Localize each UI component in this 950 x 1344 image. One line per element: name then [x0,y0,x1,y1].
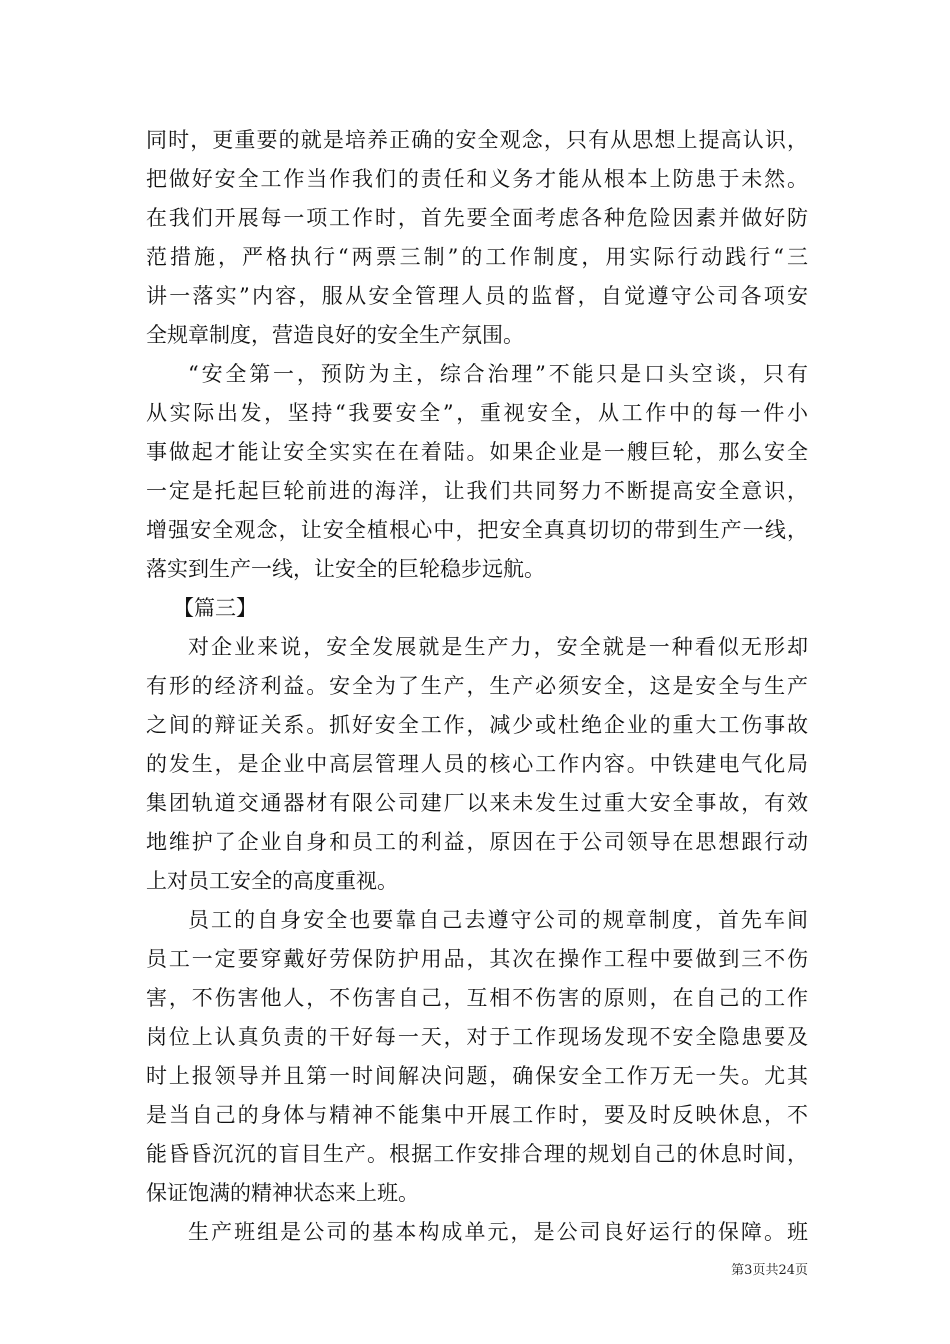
text-line: 之间的辩证关系。抓好安全工作，减少或杜绝企业的重大工伤事故 [146,713,808,737]
section-heading [146,589,808,628]
text-line: 把做好安全工作当作我们的责任和义务才能从根本上防患于未然。 [146,167,808,191]
text-line: 岗位上认真负责的干好每一天，对于工作现场发现不安全隐患要及 [146,1025,808,1049]
text-line: 同时，更重要的就是培养正确的安全观念，只有从思想上提高认识， [146,128,808,152]
text-line: 在我们开展每一项工作时，首先要全面考虑各种危险因素并做好防 [146,206,808,230]
text-line: 有形的经济利益。安全为了生产，生产必须安全，这是安全与生产 [146,674,808,698]
text-line: 是当自己的身体与精神不能集中开展工作时，要及时反映休息，不 [146,1103,808,1127]
paragraph [146,121,808,355]
text-line: 上对员工安全的高度重视。 [146,869,398,893]
paragraph [146,1213,808,1252]
text-line: 落实到生产一线，让安全的巨轮稳步远航。 [146,557,545,581]
heading-text: 【篇三】 [173,596,257,620]
text-line: 对企业来说，安全发展就是生产力，安全就是一种看似无形却 [188,635,808,659]
text-line: 地维护了企业自身和员工的利益，原因在于公司领导在思想跟行动 [146,830,808,854]
text-line: 能昏昏沉沉的盲目生产。根据工作安排合理的规划自己的休息时间， [146,1142,808,1166]
text-line: 讲一落实”内容，服从安全管理人员的监督，自觉遵守公司各项安 [146,284,808,308]
paragraph [146,901,808,1213]
text-line: 的发生，是企业中高层管理人员的核心工作内容。中铁建电气化局 [146,752,808,776]
text-line: 集团轨道交通器材有限公司建厂以来未发生过重大安全事故，有效 [146,791,808,815]
page-number: 第3页共24页 [731,1263,808,1278]
text-line: 事做起才能让安全实实在在着陆。如果企业是一艘巨轮，那么安全 [146,440,808,464]
text-line: 一定是托起巨轮前进的海洋，让我们共同努力不断提高安全意识， [146,479,808,503]
text-line: 员工的自身安全也要靠自己去遵守公司的规章制度，首先车间 [188,908,808,932]
text-line: 从实际出发，坚持“我要安全”，重视安全，从工作中的每一件小 [146,401,808,425]
text-line: “安全第一，预防为主，综合治理”不能只是口头空谈，只有 [188,362,808,386]
paragraph [146,628,808,901]
text-line: 时上报领导并且第一时间解决问题，确保安全工作万无一失。尤其 [146,1064,808,1088]
text-line: 全规章制度，营造良好的安全生产氛围。 [146,323,524,347]
text-line: 保证饱满的精神状态来上班。 [146,1181,419,1205]
text-line: 害，不伤害他人，不伤害自己，互相不伤害的原则，在自己的工作 [146,986,808,1010]
text-line: 生产班组是公司的基本构成单元，是公司良好运行的保障。班 [188,1220,808,1244]
text-line: 增强安全观念，让安全植根心中，把安全真真切切的带到生产一线， [146,518,808,542]
body-text [146,121,808,1252]
paragraph [146,355,808,589]
text-line: 范措施，严格执行“两票三制”的工作制度，用实际行动践行“三 [146,245,808,269]
text-line: 员工一定要穿戴好劳保防护用品，其次在操作工程中要做到三不伤 [146,947,808,971]
